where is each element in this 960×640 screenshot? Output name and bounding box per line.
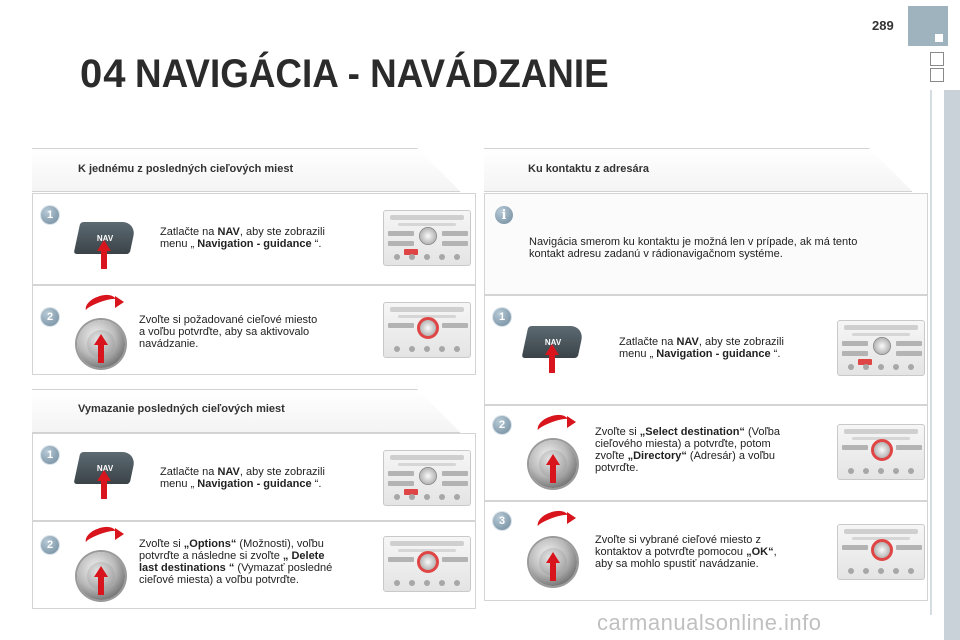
- section-title-last-destinations: K jednému z posledných cieľových miest: [78, 163, 294, 175]
- press-arrow-icon: [94, 566, 108, 596]
- press-arrow-icon: [546, 552, 560, 582]
- nav-key-label: NAV: [96, 463, 114, 473]
- header-corner-dot: [935, 34, 943, 42]
- info-icon: i: [495, 206, 513, 224]
- info-text: Navigácia smerom ku kontaktu je možná len v prípade, ak má tento kontakt adresu zadanú v rádionavigačnom systéme.: [529, 236, 858, 260]
- rotate-arrow-icon: [535, 411, 571, 439]
- page-number: 289: [872, 18, 894, 33]
- rotate-arrow-icon: [83, 291, 119, 319]
- press-arrow-icon: [97, 470, 111, 500]
- step-panel-7: [484, 501, 928, 601]
- step-panel-4: [32, 521, 476, 609]
- info-panel: [484, 193, 928, 295]
- radio-panel-image: [837, 320, 925, 376]
- step-number: 1: [41, 446, 59, 464]
- step-text: Zatlačte na NAV, aby ste zobrazili menu „ Navigation - guidance “.: [619, 336, 784, 360]
- radio-panel-image: [383, 210, 471, 266]
- tab-marker-2: [930, 68, 944, 82]
- step-text: Zvoľte si vybrané cieľové miesto z kontaktov a potvrďte pomocou „OK“, aby sa mohlo spustiť navádzanie.: [595, 534, 777, 570]
- press-arrow-icon: [94, 334, 108, 364]
- rotate-arrow-icon: [83, 523, 119, 551]
- step-number: 2: [493, 416, 511, 434]
- side-divider: [930, 90, 932, 615]
- step-text: Zvoľte si požadované cieľové miesto a voľbu potvrďte, aby sa aktivovalo navádzanie.: [139, 314, 318, 350]
- tab-marker-1: [930, 52, 944, 66]
- step-text: Zvoľte si „Select destination“ (Voľba cieľového miesta) a potvrďte, potom zvoľte „Directory“ (Adresár) a voľbu potvrďte.: [595, 426, 780, 474]
- radio-panel-image: [383, 450, 471, 506]
- press-arrow-icon: [546, 454, 560, 484]
- nav-key-label: NAV: [96, 233, 114, 243]
- side-strip: [944, 90, 960, 640]
- step-number: 3: [493, 512, 511, 530]
- chapter-title: NAVIGÁCIA - NAVÁDZANIE: [135, 52, 609, 96]
- step-text: Zvoľte si „Options“ (Možnosti), voľbu potvrďte a následne si zvoľte „ Delete last destinations “ (Vymazať posledné cieľové miesta) a voľbu potvrďte.: [139, 538, 333, 586]
- radio-panel-image: [837, 424, 925, 480]
- radio-panel-image: [383, 302, 471, 358]
- step-text: Zatlačte na NAV, aby ste zobrazili menu „ Navigation - guidance “.: [160, 466, 325, 490]
- rotate-arrowhead-icon: [115, 296, 124, 308]
- step-number: 1: [41, 206, 59, 224]
- step-number: 2: [41, 536, 59, 554]
- step-number: 1: [493, 308, 511, 326]
- watermark-text: carmanualsonline.info: [597, 610, 822, 635]
- press-arrow-icon: [545, 344, 559, 374]
- radio-panel-image: [383, 536, 471, 592]
- rotate-arrowhead-icon: [115, 528, 124, 540]
- step-panel-5: [484, 295, 928, 405]
- step-text: Zatlačte na NAV, aby ste zobrazili menu „ Navigation - guidance “.: [160, 226, 325, 250]
- press-arrow-icon: [97, 240, 111, 270]
- section-title-delete-destinations: Vymazanie posledných cieľových miest: [78, 403, 285, 415]
- rotate-arrowhead-icon: [567, 512, 576, 524]
- step-panel-3: [32, 433, 476, 521]
- step-number: 2: [41, 308, 59, 326]
- radio-panel-image: [837, 524, 925, 580]
- rotate-arrow-icon: [535, 507, 571, 535]
- chapter-number: 04: [80, 52, 127, 96]
- nav-key-label: NAV: [544, 337, 562, 347]
- step-panel-6: [484, 405, 928, 501]
- step-panel-1: [32, 193, 476, 285]
- section-title-contact: Ku kontaktu z adresára: [528, 163, 650, 175]
- step-panel-2: [32, 285, 476, 375]
- rotate-arrowhead-icon: [567, 416, 576, 428]
